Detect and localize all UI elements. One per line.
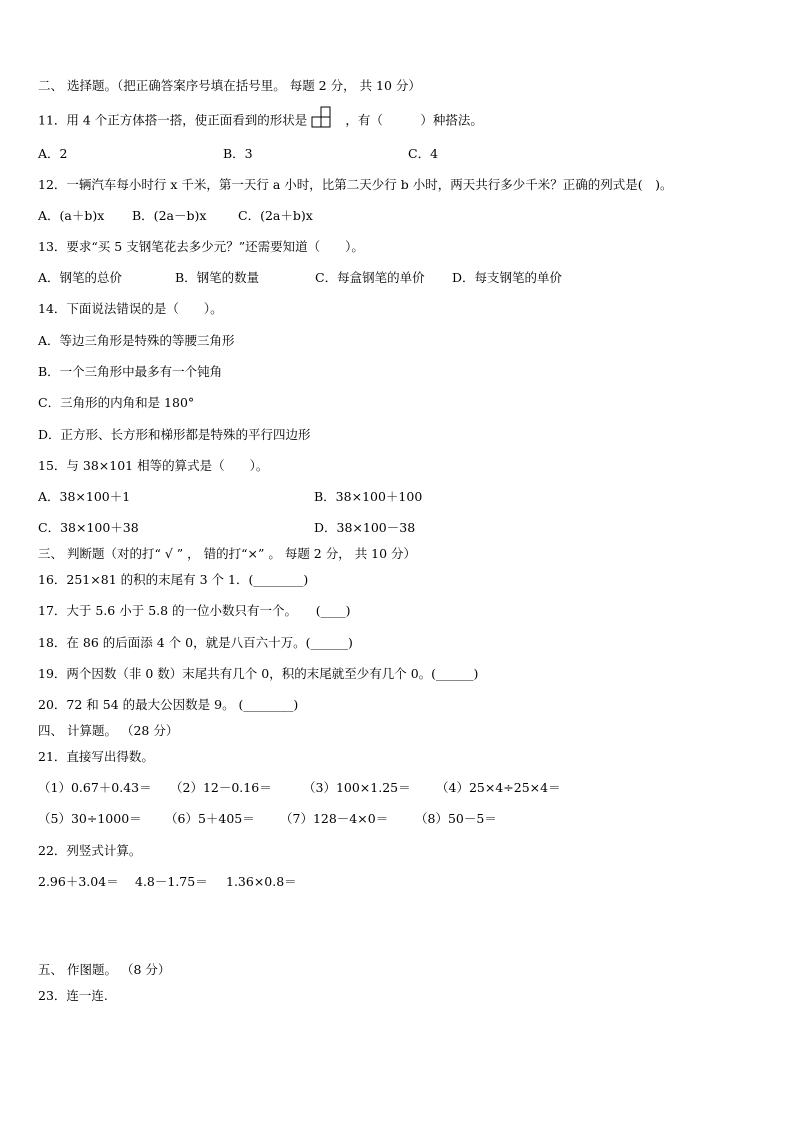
q22-item-1: 2.96＋3.04＝ [38,874,119,889]
q12-option-a: A．(a＋b)x [38,208,105,223]
q21-item-1: （1）0.67＋0.43＝ [38,780,152,795]
q13-option-b: B．钢笔的数量 [175,270,260,285]
question-19: 19．两个因数（非 0 数）末尾共有几个 0，积的末尾就至少有几个 0。(______) [38,666,479,681]
q14-option-a: A．等边三角形是特殊的等腰三角形 [38,333,235,348]
q21-item-7: （7）128－4×0＝ [280,811,389,826]
question-12-stem: 12．一辆汽车每小时行 x 千米，第一天行 a 小时，比第二天少行 b 小时，两天共行多少千米？正确的列式是( )。 [38,177,673,192]
question-20: 20．72 和 54 的最大公因数是 9。 (________) [38,697,299,712]
question-18: 18．在 86 的后面添 4 个 0，就是八百六十万。(______) [38,635,353,650]
q13-option-c: C．每盒钢笔的单价 [315,270,425,285]
q12-option-c: C．(2a＋b)x [238,208,313,223]
q21-item-3: （3）100×1.25＝ [303,780,411,795]
q13-option-a: A．钢笔的总价 [38,270,123,285]
question-11-stem-after: ，有（ ）种搭法。 [345,112,483,128]
question-14-stem: 14．下面说法错误的是（ ）。 [38,301,223,316]
question-21-stem: 21．直接写出得数。 [38,749,154,764]
question-15-stem: 15．与 38×101 相等的算式是（ ）。 [38,458,269,473]
question-11 [38,108,483,134]
q14-option-c: C．三角形的内角和是 180° [38,395,195,410]
three-square-shape-icon [311,106,341,132]
q14-option-b: B．一个三角形中最多有一个钝角 [38,364,223,379]
q14-option-d: D．正方形、长方形和梯形都是特殊的平行四边形 [38,427,311,442]
section-title-choice: 二、 选择题。（把正确答案序号填在括号里。 每题 2 分， 共 10 分） [38,78,421,93]
q11-option-b: B．3 [223,146,253,161]
q15-option-a: A．38×100＋1 [38,489,131,504]
q12-option-b: B．(2a－b)x [132,208,207,223]
q11-option-c: C．4 [408,146,439,161]
question-13-stem: 13．要求“买 5 支钢笔花去多少元？”还需要知道（ ）。 [38,239,364,254]
question-16: 16．251×81 的积的末尾有 3 个 1．(________) [38,572,309,587]
q22-item-2: 4.8－1.75＝ [135,874,208,889]
q21-item-4: （4）25×4÷25×4＝ [436,780,561,795]
question-11-stem-before: 11．用 4 个正方体搭一搭，使正面看到的形状是 [38,112,308,128]
q21-item-6: （6）5＋405＝ [165,811,255,826]
section-title-judge: 三、 判断题（对的打“ √ ” ， 错的打“×” 。 每题 2 分， 共 10 分） [38,546,417,561]
q21-item-8: （8）50－5＝ [415,811,497,826]
q15-option-c: C．38×100＋38 [38,520,139,535]
q15-option-d: D．38×100－38 [314,520,416,535]
question-22-stem: 22．列竖式计算。 [38,843,142,858]
q13-option-d: D．每支钢笔的单价 [452,270,563,285]
q15-option-b: B．38×100＋100 [314,489,423,504]
q11-option-a: A．2 [38,146,68,161]
q21-item-2: （2）12－0.16＝ [170,780,272,795]
q21-item-5: （5）30÷1000＝ [38,811,142,826]
section-title-drawing: 五、 作图题。 （8 分） [38,962,171,977]
q22-item-3: 1.36×0.8＝ [226,874,297,889]
section-title-calc: 四、 计算题。 （28 分） [38,723,179,738]
question-23-stem: 23．连一连. [38,988,108,1003]
question-17: 17．大于 5.6 小于 5.8 的一位小数只有一个。 (____) [38,603,351,618]
